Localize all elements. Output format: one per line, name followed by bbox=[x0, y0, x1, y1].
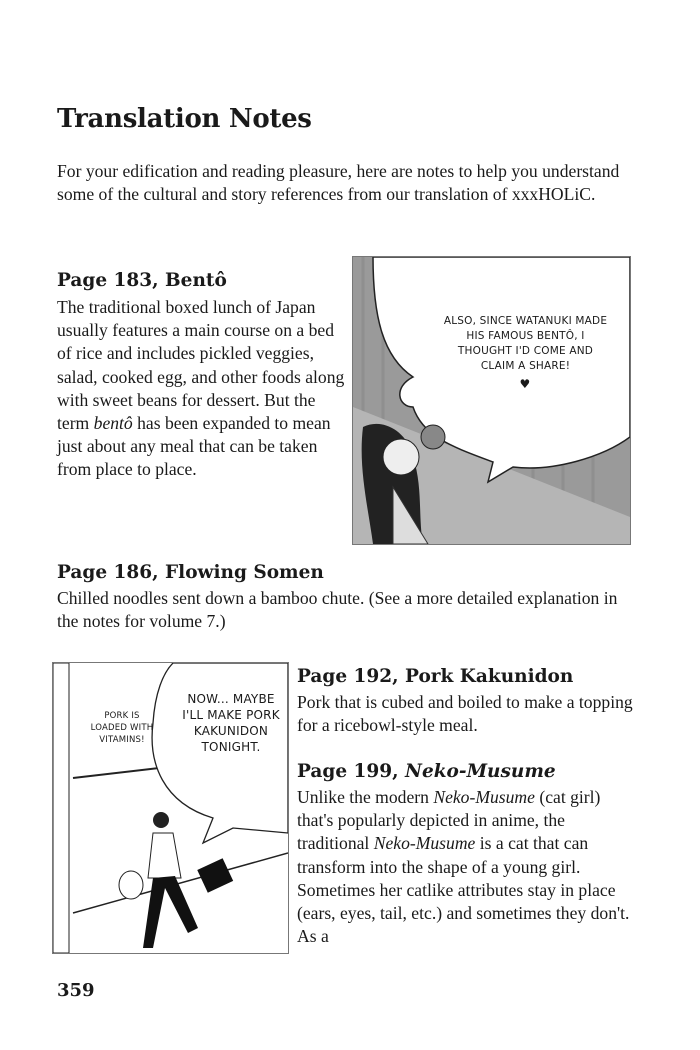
page-title: Translation Notes bbox=[57, 104, 312, 134]
heart-icon: ♥ bbox=[519, 377, 531, 391]
note-heading-somen: Page 186, Flowing Somen bbox=[57, 562, 324, 583]
manga-illustration-yuko bbox=[353, 257, 630, 544]
note-text-kakunidon: Pork that is cubed and boiled to make a topping for a ricebowl-style meal. bbox=[297, 692, 633, 736]
speech-bubble-text: NOW... MAYBE I'LL MAKE PORK KAKUNIDON TONIGHT. bbox=[182, 692, 280, 754]
speech-bubble-text: ALSO, SINCE WATANUKI MADE HIS FAMOUS BENTÔ, I THOUGHT I'D COME AND CLAIM A SHARE! bbox=[443, 315, 608, 372]
manga-panel-kakunidon bbox=[52, 662, 289, 954]
note-text-neko-musume: Unlike the modern Neko-Musume (cat girl) that's popularly depicted in anime, the traditional Neko-Musume is a cat that can transform into the shape of a young girl. Sometimes her catlike attributes stay in place (ears, eyes, tail, etc.) and sometimes they don't. As a bbox=[297, 787, 630, 947]
manga-panel-bento bbox=[352, 256, 631, 545]
note-heading-neko-musume: Page 199, Neko-Musume bbox=[297, 761, 556, 782]
note-heading-kakunidon: Page 192, Pork Kakunidon bbox=[297, 666, 574, 687]
intro-paragraph: For your edification and reading pleasure, here are notes to help you understand some of the cultural and story references from our translation of xxxHOLiC. bbox=[57, 161, 620, 205]
aside-text: PORK IS LOADED WITH VITAMINS! bbox=[90, 711, 154, 745]
note-text-bento: The traditional boxed lunch of Japan usually features a main course on a bed of rice and includes pickled veggies, salad, cooked egg, and other foods along with sweet beans for dessert. But the term bentô has been expanded to mean just about any meal that can be taken from place to place. bbox=[57, 297, 345, 480]
note-text-somen: Chilled noodles sent down a bamboo chute. (See a more detailed explanation in the notes for volume 7.) bbox=[57, 588, 618, 632]
note-heading-bento: Page 183, Bentô bbox=[57, 270, 227, 291]
page-number: 359 bbox=[57, 980, 95, 1001]
